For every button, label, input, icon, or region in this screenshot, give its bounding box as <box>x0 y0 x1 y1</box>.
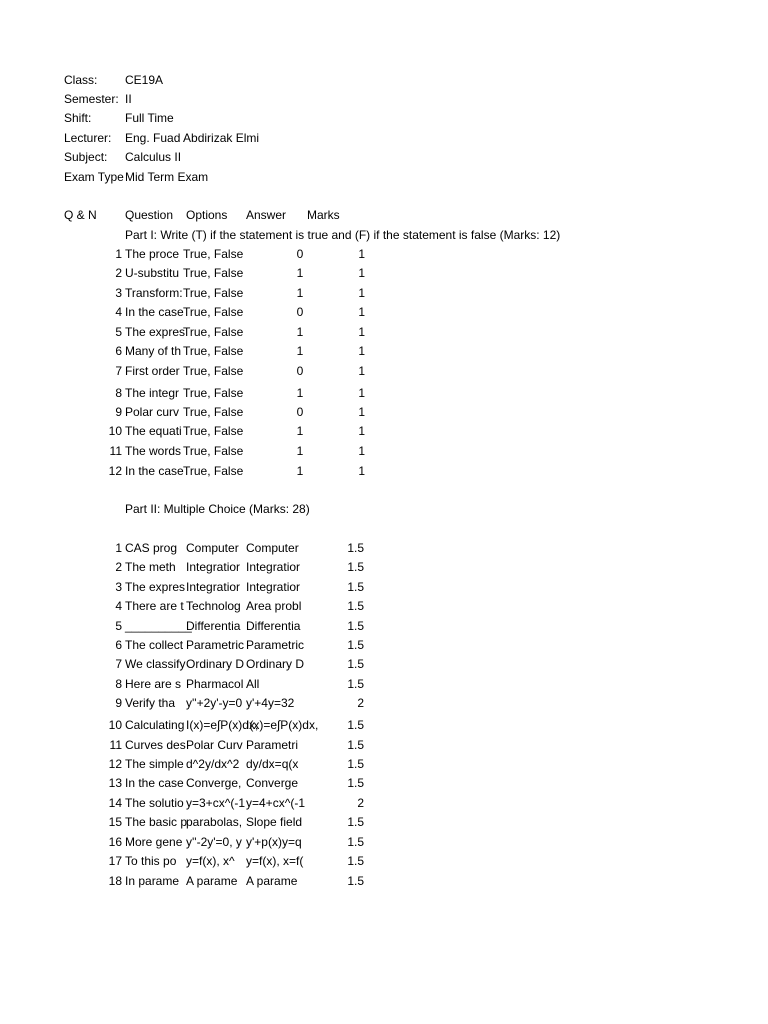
row-question: Verify tha <box>125 696 176 710</box>
row-number: 5 <box>115 325 122 339</box>
row-answer: 0 <box>296 364 304 378</box>
row-question: First order <box>125 364 180 378</box>
row-marks: 1 <box>358 247 365 261</box>
row-options: Integratior <box>186 560 241 574</box>
row-marks: 1 <box>358 325 365 339</box>
row-options: True, False <box>183 305 244 319</box>
row-number: 1 <box>115 247 122 261</box>
row-marks: 1.5 <box>347 619 364 633</box>
row-marks: 1 <box>358 444 365 458</box>
row-options: True, False <box>183 286 244 300</box>
row-answer: 0 <box>296 247 304 261</box>
row-number: 11 <box>109 738 122 752</box>
row-marks: 1 <box>358 464 365 478</box>
row-marks: 1.5 <box>347 657 364 671</box>
row-question: U-substitu <box>125 266 180 280</box>
row-options: True, False <box>183 266 244 280</box>
row-marks: 1.5 <box>347 738 364 752</box>
row-answer: Converge <box>246 776 299 790</box>
row-number: 12 <box>108 464 122 478</box>
row-question: In parame <box>125 874 180 888</box>
row-question: The solutio <box>125 796 184 810</box>
row-number: 1 <box>115 541 122 555</box>
row-number: 16 <box>108 835 122 849</box>
exam-type-value: Mid Term Exam <box>125 170 209 184</box>
row-options: Computer <box>186 541 239 555</box>
row-number: 18 <box>108 874 122 888</box>
row-number: 4 <box>115 599 122 613</box>
lecturer-value: Eng. Fuad Abdirizak Elmi <box>125 131 260 145</box>
row-marks: 1.5 <box>347 815 364 829</box>
header-qn: Q & N <box>64 208 97 222</box>
class-value: CE19A <box>125 73 164 87</box>
row-marks: 1 <box>358 405 365 419</box>
row-marks: 1.5 <box>347 638 364 652</box>
row-answer: 0 <box>296 405 304 419</box>
row-question: There are t <box>125 599 184 613</box>
row-number: 15 <box>108 815 122 829</box>
row-marks: 1.5 <box>347 718 364 732</box>
row-question: Calculating <box>125 718 185 732</box>
row-number: 5 <box>115 619 122 633</box>
row-number: 6 <box>115 638 122 652</box>
row-marks: 1.5 <box>347 599 364 613</box>
row-question: The collect <box>125 638 184 652</box>
row-number: 3 <box>115 286 122 300</box>
subject-value: Calculus II <box>125 150 182 164</box>
row-answer: 1 <box>296 325 304 339</box>
row-options: A parame <box>186 874 238 888</box>
row-marks: 1.5 <box>347 854 364 868</box>
row-answer: 1 <box>296 444 304 458</box>
row-options: y=3+cx^(-1 <box>186 796 245 810</box>
row-number: 11 <box>109 444 122 458</box>
row-answer: y=4+cx^(-1 <box>246 796 305 810</box>
row-number: 14 <box>108 796 122 810</box>
row-options: True, False <box>183 344 244 358</box>
row-marks: 1 <box>358 364 365 378</box>
row-marks: 1.5 <box>347 835 364 849</box>
row-answer: y'+p(x)y=q <box>246 835 302 849</box>
row-options: Ordinary D <box>186 657 245 671</box>
row-marks: 2 <box>357 796 364 810</box>
row-options: Polar Curv <box>186 738 243 752</box>
shift-label: Shift: <box>64 111 92 125</box>
row-answer: y'+4y=32 <box>246 696 295 710</box>
row-options: True, False <box>183 325 244 339</box>
row-options: Converge, <box>186 776 242 790</box>
row-number: 10 <box>108 424 122 438</box>
row-options: y''+2y'-y=0 <box>186 696 243 710</box>
row-number: 8 <box>115 386 122 400</box>
row-question: Curves des <box>125 738 186 752</box>
row-number: 4 <box>115 305 122 319</box>
row-marks: 1 <box>358 286 365 300</box>
row-question: Transform: <box>125 286 183 300</box>
row-options: True, False <box>183 464 244 478</box>
row-answer: 1 <box>296 344 304 358</box>
row-options: Parametric <box>186 638 245 652</box>
row-question: The simple <box>125 757 184 771</box>
row-answer: A parame <box>246 874 298 888</box>
row-number: 13 <box>108 776 122 790</box>
row-answer: Computer <box>246 541 299 555</box>
row-answer: Differentia <box>246 619 301 633</box>
row-answer: Parametric <box>246 638 305 652</box>
row-question: The integr <box>125 386 180 400</box>
row-question: In the case <box>125 305 184 319</box>
row-question: The equati <box>125 424 182 438</box>
row-question: In the case <box>125 776 184 790</box>
row-marks: 1.5 <box>347 874 364 888</box>
row-question: The expres <box>125 580 186 594</box>
row-answer: Parametri <box>246 738 299 752</box>
row-marks: 1.5 <box>347 560 364 574</box>
row-marks: 1 <box>358 305 365 319</box>
row-options: Pharmacol <box>186 677 244 691</box>
row-number: 12 <box>108 757 122 771</box>
row-number: 17 <box>108 854 122 868</box>
class-label: Class: <box>64 73 98 87</box>
row-options: y''-2y'=0, y <box>186 835 242 849</box>
row-options: True, False <box>183 386 244 400</box>
row-marks: 1.5 <box>347 677 364 691</box>
row-question: The proce <box>125 247 180 261</box>
row-answer: All <box>246 677 260 691</box>
row-marks: 1.5 <box>347 776 364 790</box>
row-number: 6 <box>115 344 122 358</box>
row-options: True, False <box>183 424 244 438</box>
header-options: Options <box>186 208 228 222</box>
row-marks: 2 <box>357 696 364 710</box>
row-answer: Slope field <box>246 815 303 829</box>
row-options: Technolog <box>186 599 241 613</box>
row-marks: 1 <box>358 266 365 280</box>
header-marks: Marks <box>307 208 340 222</box>
header-answer: Answer <box>246 208 287 222</box>
row-options: Differentia <box>186 619 241 633</box>
row-answer: Ordinary D <box>246 657 305 671</box>
row-answer: 1 <box>296 266 304 280</box>
row-number: 8 <box>115 677 122 691</box>
row-question: More gene <box>125 835 183 849</box>
row-answer: Integratior <box>246 560 301 574</box>
semester-label: Semester: <box>64 92 119 106</box>
row-question: To this po <box>125 854 177 868</box>
row-answer: Area probl <box>246 599 302 613</box>
row-question: The meth <box>125 560 176 574</box>
row-number: 7 <box>115 657 122 671</box>
row-number: 9 <box>115 405 122 419</box>
row-answer: dy/dx=q(x <box>246 757 299 771</box>
row-question: CAS prog <box>125 541 178 555</box>
row-question: We classify <box>125 657 186 671</box>
row-options: d^2y/dx^2 <box>186 757 240 771</box>
row-marks: 1.5 <box>347 541 364 555</box>
row-marks: 1 <box>358 386 365 400</box>
part1-title: Part I: Write (T) if the statement is true and (F) if the statement is false (Marks: 12) <box>125 228 561 242</box>
row-number: 2 <box>115 560 122 574</box>
row-question: Here are s <box>125 677 182 691</box>
exam-type-label: Exam Type <box>64 170 124 184</box>
row-answer: Integratior <box>246 580 301 594</box>
row-options: Integratior <box>186 580 241 594</box>
row-question: __________ <box>125 619 192 633</box>
row-answer: I(x)=e∫P(x)dx, <box>246 718 319 732</box>
row-number: 9 <box>115 696 122 710</box>
row-answer: 0 <box>296 305 304 319</box>
row-answer: 1 <box>296 464 304 478</box>
row-options: I(x)=e∫P(x)dx, <box>186 718 259 732</box>
row-options: y=f(x), x^ <box>186 854 235 868</box>
row-number: 3 <box>115 580 122 594</box>
row-question: Polar curv <box>125 405 180 419</box>
semester-value: II <box>125 92 132 106</box>
header-question: Question <box>125 208 174 222</box>
row-question: The words <box>125 444 182 458</box>
row-question: The basic p <box>125 815 188 829</box>
row-number: 7 <box>115 364 122 378</box>
row-answer: 1 <box>296 424 304 438</box>
row-answer: 1 <box>296 286 304 300</box>
shift-value: Full Time <box>125 111 174 125</box>
row-answer: y=f(x), x=f( <box>246 854 304 868</box>
row-options: True, False <box>183 444 244 458</box>
lecturer-label: Lecturer: <box>64 131 112 145</box>
row-marks: 1 <box>358 344 365 358</box>
row-question: Many of th <box>125 344 182 358</box>
row-number: 10 <box>108 718 122 732</box>
subject-label: Subject: <box>64 150 108 164</box>
row-number: 2 <box>115 266 122 280</box>
row-question: In the case <box>125 464 184 478</box>
row-marks: 1.5 <box>347 757 364 771</box>
row-options: True, False <box>183 247 244 261</box>
row-question: The expres <box>125 325 186 339</box>
row-marks: 1 <box>358 424 365 438</box>
row-options: True, False <box>183 364 244 378</box>
row-answer: 1 <box>296 386 304 400</box>
row-marks: 1.5 <box>347 580 364 594</box>
row-options: True, False <box>183 405 244 419</box>
row-options: parabolas, <box>186 815 243 829</box>
part2-title: Part II: Multiple Choice (Marks: 28) <box>125 502 310 516</box>
